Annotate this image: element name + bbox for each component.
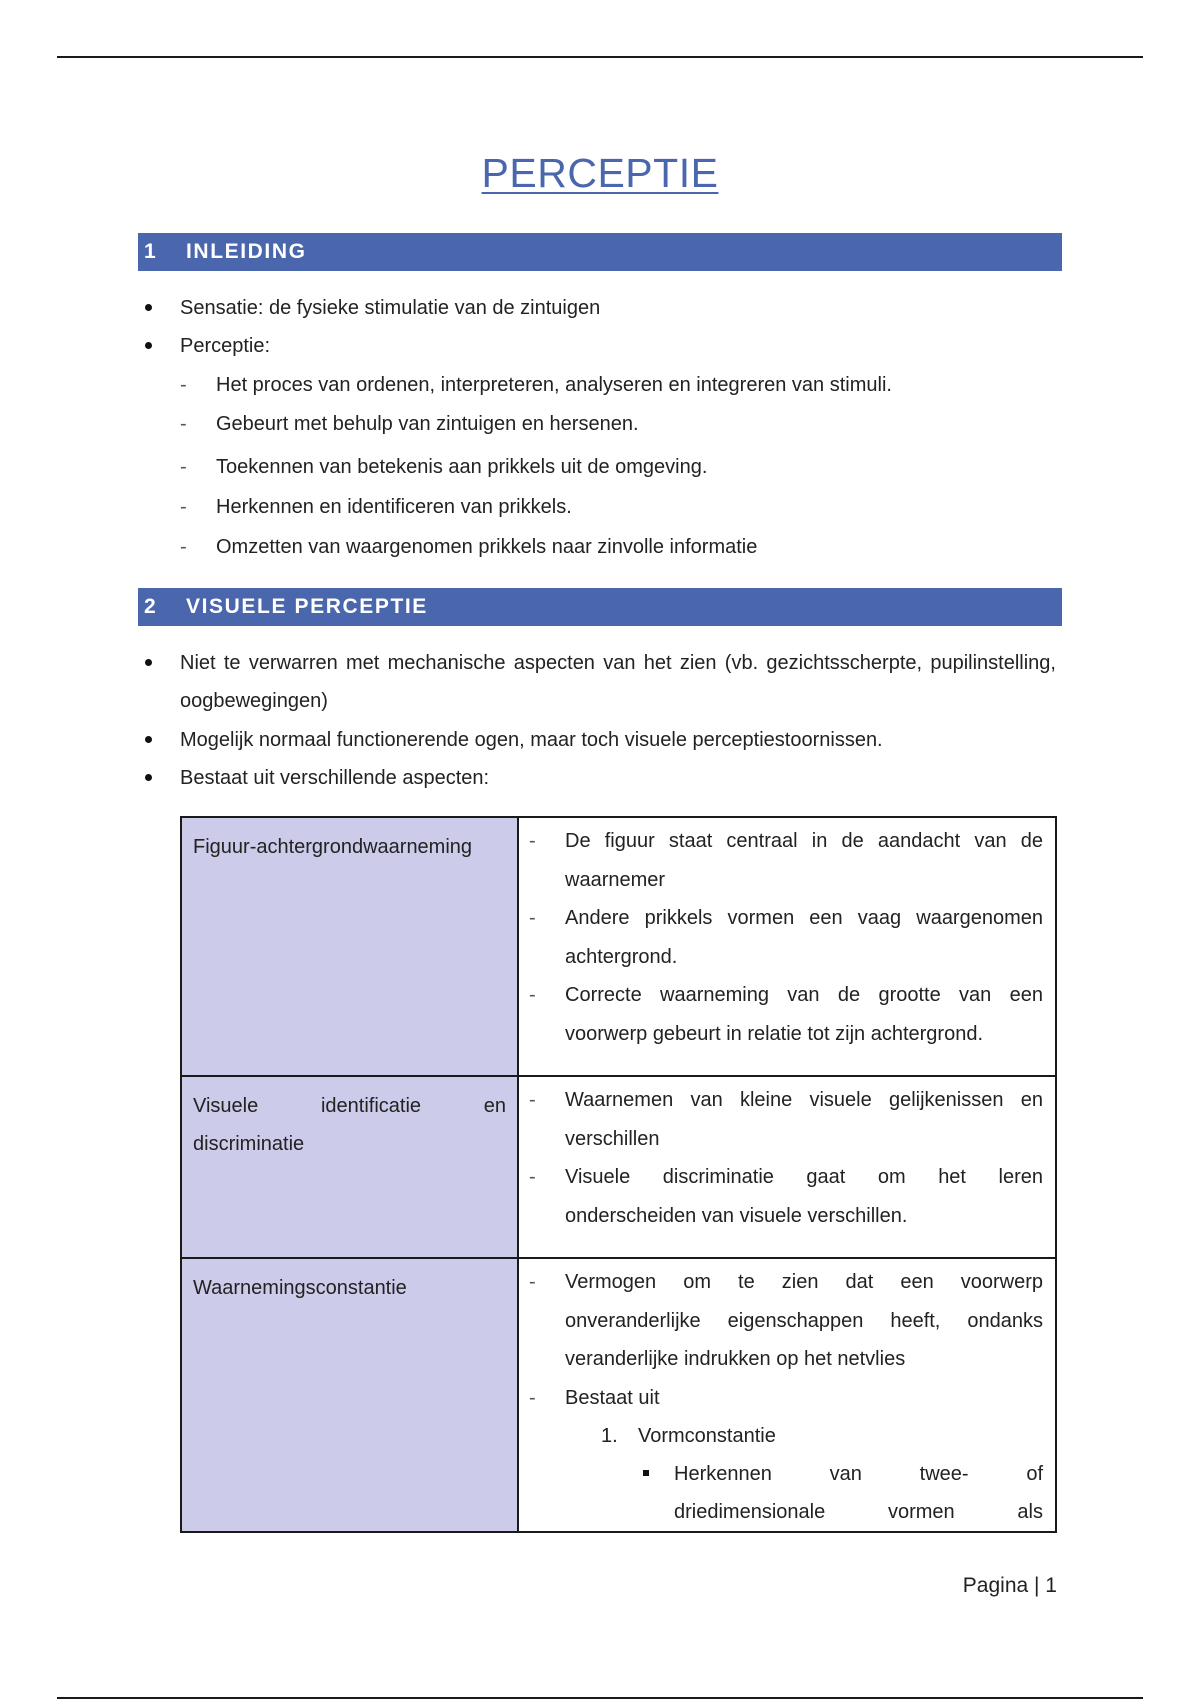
page-number: Pagina | 1 [962,1574,1057,1597]
section-heading-visuele-perceptie [138,588,1062,626]
description-item: - De figuur staat centraal in de aandacht van de waarnemer [519,822,1043,899]
description-cell [518,817,1056,1076]
list-item: Niet te verwarren met mechanische aspecten van het zien (vb. gezichtsscherpte, pupilinstelling, oogbewegingen) [180,644,1056,720]
section-heading-inleiding [138,233,1062,271]
numbered-item-text: Vormconstantie [638,1425,776,1447]
sub-list-item: - Toekennen van betekenis aan prikkels uit de omgeving. [216,448,1056,486]
section-title: VISUELE PERCEPTIE [186,595,428,618]
aspect-cell [181,1076,518,1258]
description-item: - Visuele discriminatie gaat om het leren onderscheiden van visuele verschillen. [519,1158,1043,1235]
square-bullet-item: Herkennen van twee- of [674,1455,1055,1493]
table-row [181,817,1056,1076]
aspect-cell [181,1258,518,1532]
table-row [181,1076,1056,1258]
sub-list-item: - Herkennen en identificeren van prikkels. [216,488,1056,526]
aspect-label: Figuur-achtergrondwaarneming [193,836,473,858]
footer-rule [57,1697,1143,1699]
description-item: - Bestaat uit [519,1379,1043,1418]
sub-list-item: - Het proces van ordenen, interpreteren, analyseren en integreren van stimuli. [216,366,1056,404]
number-marker: 1. [601,1425,618,1447]
section-number: 2 [144,595,158,618]
square-bullet-continuation: driedimensionale vormen als [674,1501,1043,1523]
description-cell [518,1258,1056,1532]
aspect-cell [181,817,518,1076]
table-row [181,1258,1056,1532]
section-title: INLEIDING [186,240,307,263]
section-number: 1 [144,240,158,263]
header-rule [57,56,1143,58]
aspect-label: Waarnemingsconstantie [193,1277,407,1299]
sub-list-item: - Omzetten van waargenomen prikkels naar zinvolle informatie [216,528,1056,566]
sub-list-item: - Gebeurt met behulp van zintuigen en hersenen. [216,405,1056,443]
numbered-item [519,1417,1055,1455]
description-item: - Correcte waarneming van de grootte van een voorwerp gebeurt in relatie tot zijn achtergrond. [519,976,1043,1053]
list-item: Mogelijk normaal functionerende ogen, maar toch visuele perceptiestoornissen. [180,721,1056,759]
description-item: - Andere prikkels vormen een vaag waargenomen achtergrond. [519,899,1043,976]
description-item: - Vermogen om te zien dat een voorwerp onveranderlijke eigenschappen heeft, ondanks veranderlijke indrukken op het netvlies [519,1263,1043,1379]
description-item: - Waarnemen van kleine visuele gelijkenissen en verschillen [519,1081,1043,1158]
list-item: Sensatie: de fysieke stimulatie van de zintuigen [180,289,1056,327]
list-item: Perceptie: [180,327,1056,365]
page-title: PERCEPTIE [481,150,719,196]
aspects-table [180,816,1057,1533]
description-cell [518,1076,1056,1258]
list-item: Bestaat uit verschillende aspecten: [180,759,1056,797]
aspect-label: Visuele identificatie en discriminatie [193,1095,506,1155]
